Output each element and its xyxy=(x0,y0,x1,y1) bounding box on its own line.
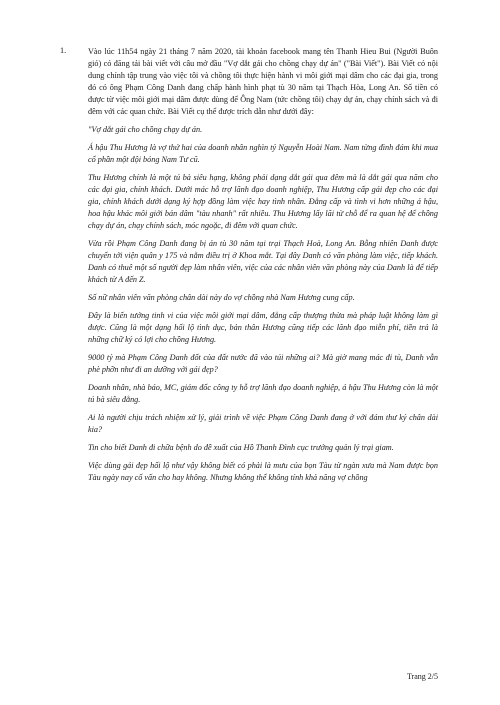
page-number: Trang 2/5 xyxy=(406,672,438,681)
quote-paragraph: Tin cho biết Danh đi chữa bệnh do đề xuất của Hồ Thanh Đình cục trưởng quản lý trại giam. xyxy=(88,443,394,452)
quote-paragraph: Đây là biến tướng tinh vi của việc môi giới mại dâm, đẳng cấp thượng thừa mà pháp luật không làm gì được. Cũng là một dạng hối lộ tình dục, bản thân Hương cũng tiếp các lãnh đạo miễn phí, tiền trả là những chữ ký có lợi cho chồng Hương. xyxy=(88,311,438,344)
item-number: 1. xyxy=(60,46,67,55)
quote-paragraph: Á hậu Thu Hương là vợ thứ hai của doanh nhân nghìn tỷ Nguyễn Hoài Nam. Nam từng đình đám khi mua cổ phần một đội bóng Nam Tư cũ. xyxy=(88,143,438,164)
quote-paragraph: Vừa rồi Phạm Công Danh đang bị án tù 30 năm tại trại Thạch Hoà, Long An. Bỗng nhiên Danh được chuyển tới viện quân y 175 và nằm điều trị ở Khoa mắt. Tại đây Danh có văn phòng làm việc, tiếp khách. Danh có thuê một số người đẹp làm nhân viên, việc của các nhân viên văn phòng này của Danh là để tiếp khách từ A đến Z. xyxy=(88,239,438,284)
quote-paragraph: Số nữ nhân viên văn phòng chân dài này do vợ chồng nhà Nam Hương cung cấp. xyxy=(88,293,355,302)
quote-paragraph: "Vợ dắt gái cho chồng chạy dự án. xyxy=(88,125,203,134)
quote-paragraph: Ai là người chịu trách nhiệm xử lý, giải trình về việc Phạm Công Danh đang ở với đám thư ký chân dài kia? xyxy=(88,413,438,434)
document-body xyxy=(88,46,438,490)
quote-paragraph: 9000 tỷ mà Phạm Công Danh đốt của đất nước đã vào túi những ai? Mà giờ mang mác đi tù, Danh vẫn phè phỡn như đi an dưỡng với gái đẹp? xyxy=(88,353,438,374)
quote-paragraph: Việc dùng gái đẹp hối lộ như vậy không biết có phải là mưu của bọn Tàu từ ngàn xưa mà Nam được bọn Tàu ngày nay cố vấn cho hay không. Nhưng không thể không tính khả năng vợ chồng xyxy=(88,461,438,482)
quote-paragraph: Doanh nhân, nhà báo, MC, giám đốc công ty hỗ trợ lãnh đạo doanh nghiệp, á hậu Thu Hương còn là một tú bà siêu đẳng. xyxy=(88,383,438,404)
intro-paragraph: Vào lúc 11h54 ngày 21 tháng 7 năm 2020, tài khoản facebook mang tên Thanh Hieu Bui (Người Buôn gió) có đăng tải bài viết với câu mở đầu "Vợ dắt gái cho chồng chạy dự án" ("Bài Viết"). Bài Viết có nội dung chính tập trung vào việc tôi và chồng tôi thực hiện hành vi môi giới mại dâm cho các đại gia, trong đó có ông Phạm Công Danh đang chấp hành hình phạt tù 30 năm tại Thạch Hòa, Long An. Số tiền có được từ việc môi giới mại dâm được dùng để Ông Nam (tức chồng tôi) chạy dự án, chạy chính sách và đi đêm với các quan chức. Bài Viết cụ thể được trích dẫn như dưới đây: xyxy=(88,47,438,116)
quote-paragraph: Thu Hương chính là một tú bà siêu hạng, không phải dạng dắt gái qua đêm mà là dắt gái qua năm cho các đại gia, chính khách. Dưới mác hỗ trợ lãnh đạo doanh nghiệp, Thu Hương cấp gái đẹp cho các đại gia, chính khách dưới dạng ký hợp đồng làm việc hay tình nhân. Đẳng cấp và tình vi hơn những á hậu, hoa hậu khác môi giới bán dâm "tàu nhanh" rất nhiều. Thu Hương lấy lãi từ chỗ để ra quan hệ để chồng chạy dự án, chạy chính sách, móc ngoặc, đi đêm với quan chức. xyxy=(88,173,438,230)
